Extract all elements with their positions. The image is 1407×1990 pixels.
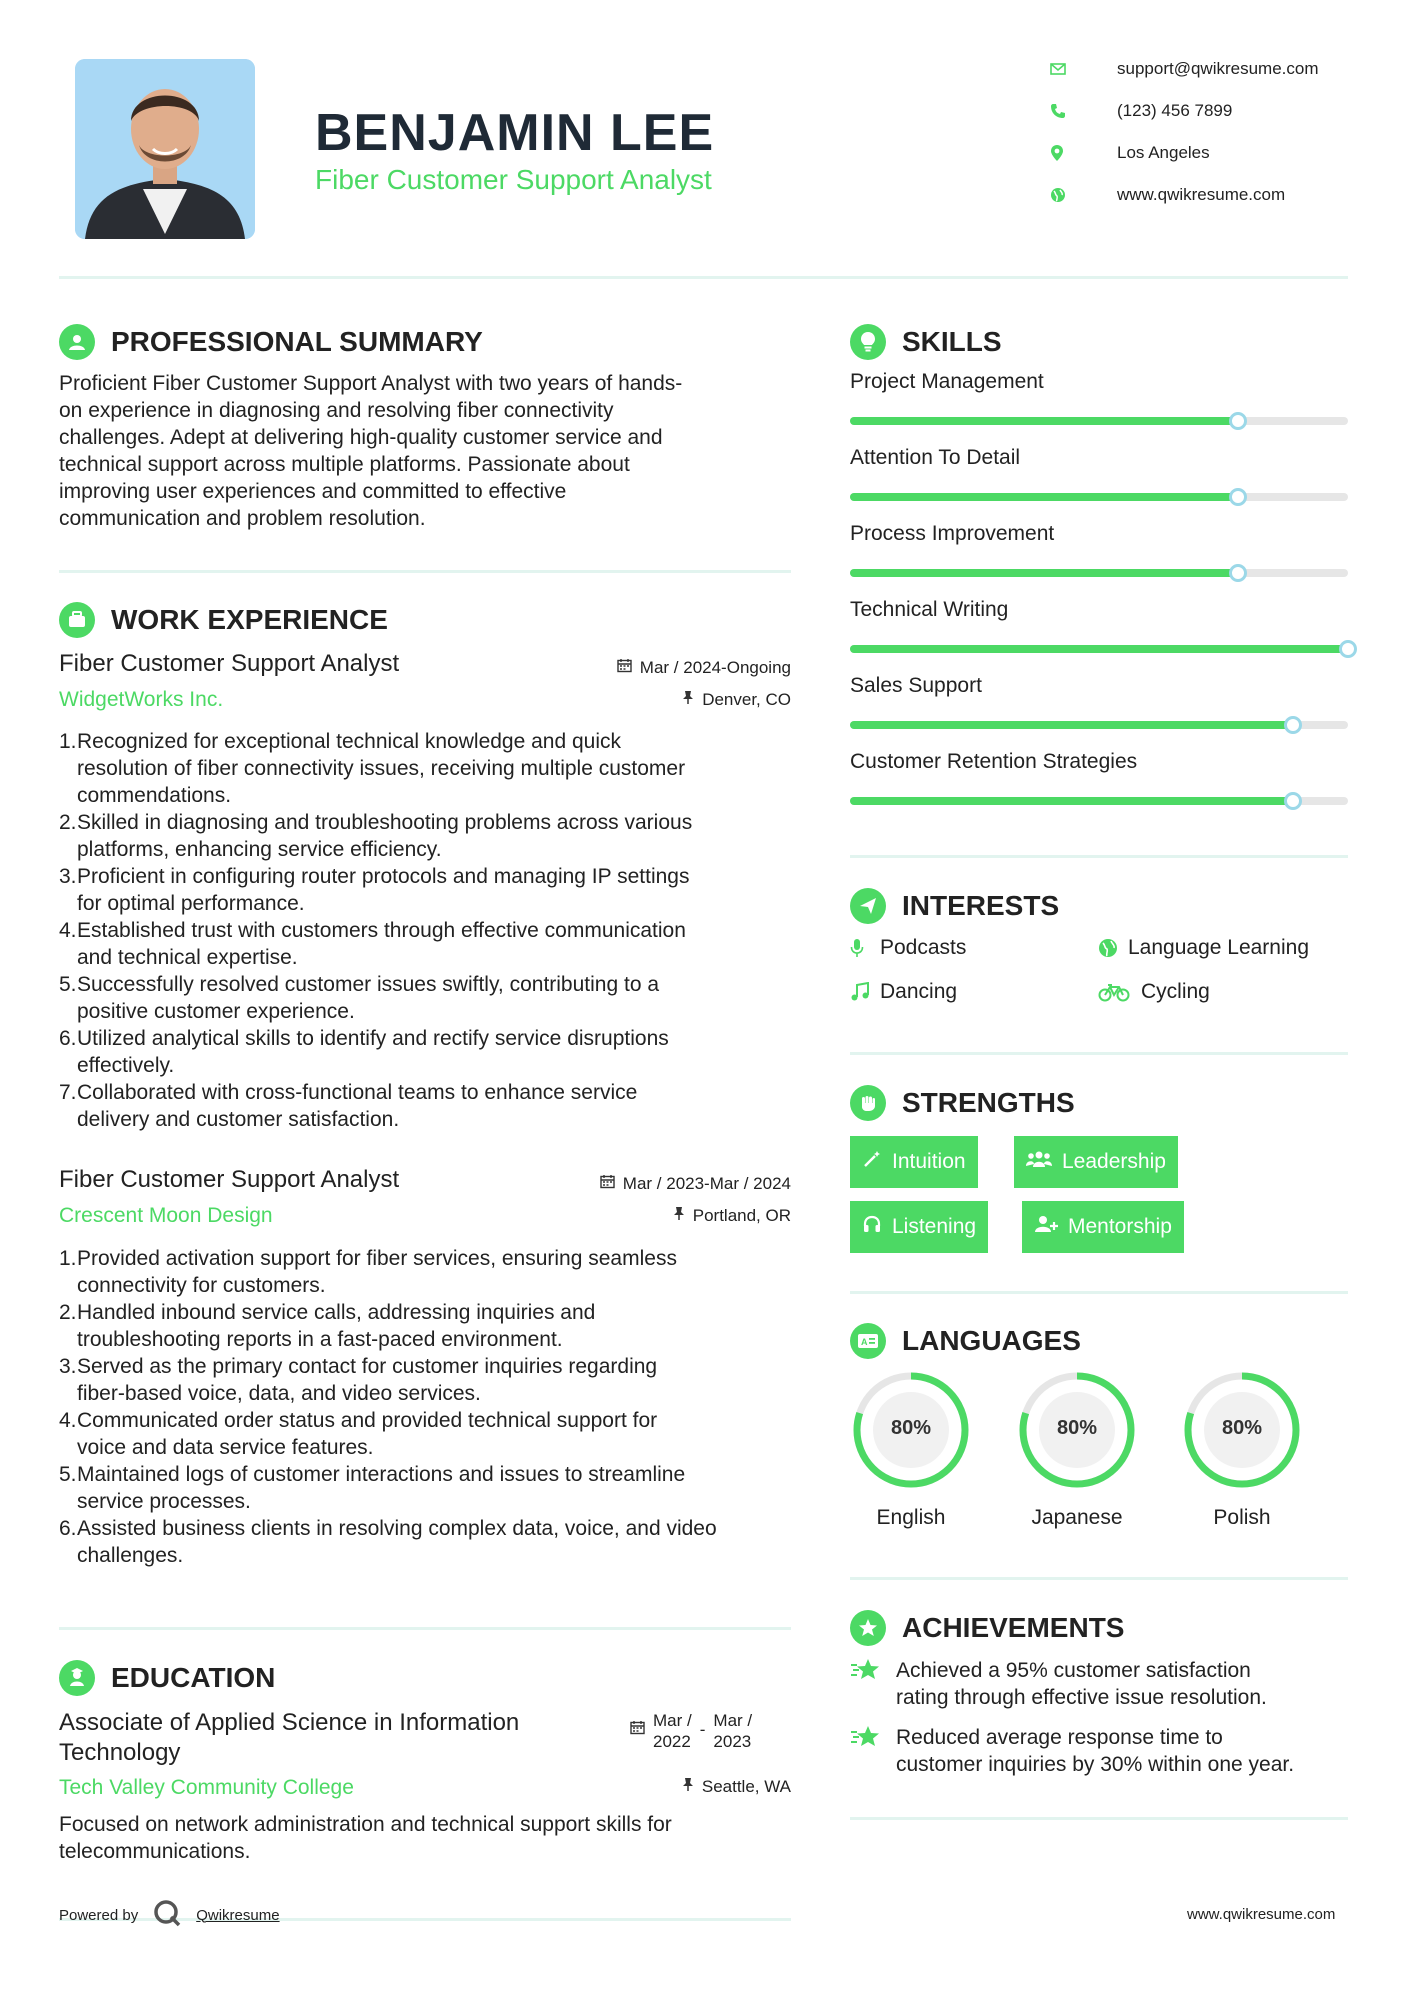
language-label: Polish — [1213, 1506, 1271, 1529]
education-heading — [59, 1660, 275, 1696]
calendar-icon — [600, 1174, 615, 1194]
footer-url[interactable]: www.qwikresume.com — [1187, 1906, 1336, 1923]
list-item: 5. Maintained logs of customer interactions and issues to streamline service processes. — [59, 1463, 686, 1513]
summary-title: PROFESSIONAL SUMMARY — [111, 326, 483, 357]
interest-label: Podcasts — [880, 936, 967, 959]
footer-powered-by — [59, 1898, 280, 1932]
skill-bar-knob — [1284, 792, 1302, 810]
summary-divider — [59, 570, 791, 573]
list-item: 6. Assisted business clients in resolving complex data, voice, and video challenges. — [59, 1517, 717, 1567]
skill-bar-knob — [1229, 564, 1247, 582]
job-2-date — [540, 1174, 791, 1194]
language-percent: 80% — [1221, 1417, 1263, 1439]
music-note-icon — [850, 982, 880, 1002]
skills-divider — [850, 855, 1348, 858]
user-plus-icon — [1034, 1214, 1058, 1240]
skill-bar — [850, 797, 1348, 805]
contact-phone-text: (123) 456 7899 — [1117, 101, 1233, 120]
skills-heading — [850, 324, 1002, 360]
star-icon — [850, 1724, 896, 1778]
interests-divider — [850, 1052, 1348, 1055]
paper-plane-icon — [850, 888, 886, 924]
headphones-icon — [862, 1214, 882, 1240]
languages-divider — [850, 1577, 1348, 1580]
skill-bar — [850, 721, 1348, 729]
education-title: EDUCATION — [111, 1662, 276, 1693]
interests-heading — [850, 888, 1059, 924]
list-item: 1. Provided activation support for fiber services, ensuring seamless connectivity for customers. — [59, 1247, 677, 1297]
summary-line: communication and problem resolution. — [59, 507, 426, 530]
education-location — [540, 1777, 791, 1797]
job-1-date-text: Mar / 2024-Ongoing — [639, 658, 791, 677]
education-degree — [59, 1708, 519, 1768]
language-percent: 80% — [1056, 1417, 1098, 1439]
skill-bar-fill — [850, 417, 1238, 425]
strength-tag-mentorship — [1022, 1201, 1184, 1253]
list-item: 1. Recognized for exceptional technical knowledge and quick resolution of fiber connectivity issues, receiving multiple customer commendations. — [59, 730, 686, 807]
achievements-title: ACHIEVEMENTS — [902, 1612, 1125, 1643]
work-divider — [59, 1627, 791, 1630]
skill-bar — [850, 569, 1348, 577]
summary-line: improving user experiences and committed to effective — [59, 480, 567, 503]
skill-bar-knob — [1284, 716, 1302, 734]
education-desc-line: Focused on network administration and technical support skills for — [59, 1813, 672, 1836]
pushpin-icon — [682, 1777, 694, 1797]
strength-label: Mentorship — [1068, 1215, 1172, 1238]
languages-title: LANGUAGES — [902, 1325, 1081, 1356]
bicycle-icon — [1098, 982, 1141, 1002]
strength-label: Leadership — [1062, 1150, 1166, 1173]
language-percent: 80% — [890, 1417, 932, 1439]
magic-wand-icon — [862, 1149, 882, 1175]
group-icon — [1026, 1149, 1052, 1175]
skill-bar-fill — [850, 569, 1238, 577]
strengths-title: STRENGTHS — [902, 1087, 1075, 1118]
work-title: WORK EXPERIENCE — [111, 604, 388, 635]
education-school: Tech Valley Community College — [59, 1776, 354, 1799]
strengths-heading — [850, 1085, 1075, 1121]
achievements-heading — [850, 1610, 1124, 1646]
skill-bar-knob — [1229, 412, 1247, 430]
skill-label: Project Management — [850, 370, 1044, 393]
phone-icon — [1050, 103, 1080, 119]
skill-label: Customer Retention Strategies — [850, 750, 1138, 773]
education-location-text: Seattle, WA — [701, 1777, 791, 1796]
skill-label: Attention To Detail — [850, 446, 1021, 469]
skill-bar-fill — [850, 645, 1348, 653]
fist-icon — [850, 1085, 886, 1121]
achievements-divider — [850, 1817, 1348, 1820]
summary-line: challenges. Adept at delivering high-quality customer service and — [59, 426, 663, 449]
graduation-icon — [59, 1660, 95, 1696]
qwikresume-logo-icon — [152, 1898, 182, 1932]
degree-line: Associate of Applied Science in Information — [59, 1709, 520, 1736]
job-2-list — [59, 1245, 799, 1569]
star-badge-icon — [850, 1610, 886, 1646]
summary-heading — [59, 324, 483, 360]
job-2-title: Fiber Customer Support Analyst — [59, 1166, 400, 1193]
degree-line: Technology — [59, 1739, 181, 1766]
list-item: 3. Proficient in configuring router protocols and managing IP settings for optimal performance. — [59, 865, 690, 915]
list-item: 4. Established trust with customers through effective communication and technical expertise. — [59, 919, 686, 969]
calendar-icon — [617, 658, 632, 678]
contact-email-text: support@qwikresume.com — [1117, 59, 1319, 78]
globe-icon — [1050, 187, 1080, 203]
job-2-date-text: Mar / 2023-Mar / 2024 — [622, 1174, 791, 1193]
skill-bar-fill — [850, 721, 1293, 729]
job-1-company: WidgetWorks Inc. — [59, 688, 224, 711]
skill-label: Sales Support — [850, 674, 982, 697]
skill-bar — [850, 417, 1348, 425]
svg-text:A: A — [861, 1337, 868, 1347]
interest-language-learning — [1098, 936, 1309, 960]
list-item: 7. Collaborated with cross-functional teams to enhance service delivery and customer satisfaction. — [59, 1081, 638, 1131]
pushpin-icon — [673, 1206, 685, 1226]
interest-label: Cycling — [1141, 980, 1210, 1003]
qwikresume-link[interactable]: Qwikresume — [196, 1906, 280, 1924]
interest-label: Language Learning — [1128, 936, 1310, 959]
skill-label: Technical Writing — [850, 598, 1009, 621]
job-2-location-text: Portland, OR — [692, 1206, 791, 1225]
interest-dancing — [850, 980, 957, 1004]
contact-website[interactable] — [1050, 180, 1350, 210]
candidate-name: BENJAMIN LEE — [315, 104, 715, 162]
header-divider — [59, 276, 1348, 279]
language-card-icon — [850, 1323, 886, 1359]
powered-by-text: Powered by — [59, 1906, 139, 1924]
summary-line: Proficient Fiber Customer Support Analyst with two years of hands- — [59, 372, 683, 395]
pushpin-icon — [682, 690, 694, 710]
summary-line: technical support across multiple platforms. Passionate about — [59, 453, 630, 476]
briefcase-icon — [59, 602, 95, 638]
skill-label: Process Improvement — [850, 522, 1055, 545]
contact-website-text: www.qwikresume.com — [1117, 185, 1286, 204]
strength-tag-intuition — [850, 1136, 978, 1188]
contact-email[interactable] — [1050, 54, 1350, 84]
skill-bar-fill — [850, 493, 1238, 501]
strengths-divider — [850, 1291, 1348, 1294]
globe-icon — [1098, 938, 1128, 958]
education-desc-line: telecommunications. — [59, 1840, 251, 1863]
list-item: 6. Utilized analytical skills to identify and rectify service disruptions effectively. — [59, 1027, 669, 1077]
strength-label: Intuition — [892, 1150, 966, 1173]
skill-bar-knob — [1229, 488, 1247, 506]
language-label: Japanese — [1031, 1506, 1123, 1529]
microphone-icon — [850, 938, 880, 958]
location-pin-icon — [1050, 144, 1080, 162]
job-1-title: Fiber Customer Support Analyst — [59, 650, 400, 677]
job-1-list — [59, 728, 799, 1133]
contact-location-text: Los Angeles — [1117, 143, 1210, 162]
interest-podcasts — [850, 936, 966, 960]
interest-label: Dancing — [880, 980, 958, 1003]
skill-bar — [850, 645, 1348, 653]
skill-bar-knob — [1339, 640, 1357, 658]
list-item: 2. Handled inbound service calls, addressing inquiries and troubleshooting reports in a fast-paced environment. — [59, 1301, 596, 1351]
list-item: 2. Skilled in diagnosing and troubleshooting problems across various platforms, enhancing service efficiency. — [59, 811, 693, 861]
interest-cycling — [1098, 980, 1210, 1004]
list-item: 4. Communicated order status and provided technical support for voice and data service features. — [59, 1409, 658, 1459]
summary-text — [59, 370, 799, 532]
list-item: 5. Successfully resolved customer issues swiftly, contributing to a positive customer experience. — [59, 973, 660, 1023]
language-label: English — [876, 1506, 946, 1529]
contact-phone[interactable] — [1050, 96, 1350, 126]
candidate-role: Fiber Customer Support Analyst — [315, 164, 712, 195]
achievement-item: Achieved a 95% customer satisfaction rating through effective issue resolution. — [850, 1657, 1350, 1711]
profile-photo — [75, 59, 255, 239]
job-1-date — [540, 658, 791, 678]
star-icon — [850, 1657, 896, 1711]
skill-bar-fill — [850, 797, 1293, 805]
strength-tag-listening — [850, 1201, 988, 1253]
education-description — [59, 1811, 799, 1865]
work-heading — [59, 602, 388, 638]
skills-title: SKILLS — [902, 326, 1002, 357]
contact-location — [1050, 138, 1350, 168]
job-1-location — [540, 690, 791, 710]
achievement-item: Reduced average response time to customer inquiries by 30% within one year. — [850, 1724, 1350, 1778]
strength-label: Listening — [892, 1215, 977, 1238]
education-date: Mar / 2022 - Mar / 2023 — [630, 1710, 791, 1752]
user-icon — [59, 324, 95, 360]
summary-line: on experience in diagnosing and resolving fiber connectivity — [59, 399, 614, 422]
job-2-company: Crescent Moon Design — [59, 1204, 273, 1227]
skill-bar — [850, 493, 1348, 501]
strength-tag-leadership — [1014, 1136, 1178, 1188]
envelope-icon — [1050, 62, 1080, 76]
list-item: 3. Served as the primary contact for customer inquiries regarding fiber-based voice, data, and video services. — [59, 1355, 658, 1405]
job-2-location — [540, 1206, 791, 1226]
interests-title: INTERESTS — [902, 890, 1060, 921]
lightbulb-icon — [850, 324, 886, 360]
languages-heading — [850, 1323, 1081, 1359]
calendar-icon — [630, 1720, 645, 1740]
job-1-location-text: Denver, CO — [702, 690, 791, 709]
